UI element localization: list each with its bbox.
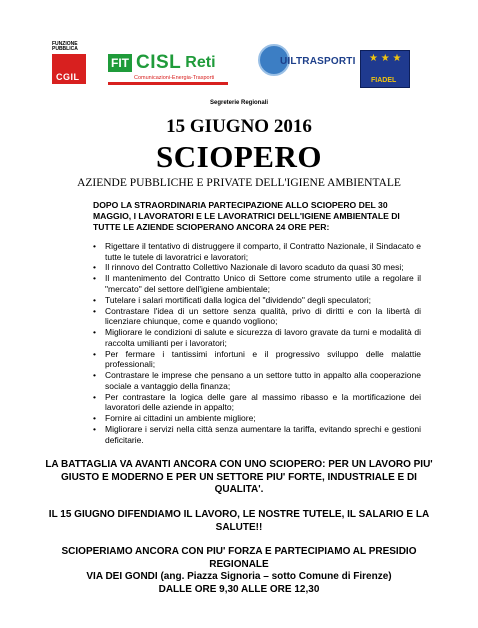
list-item: • Migliorare le condizioni di salute e sicurezza di lavoro gravate da turni e modalità di raccolta umilianti per i lavoratori; bbox=[93, 327, 421, 348]
cgil-logo-text: CGIL bbox=[56, 72, 80, 82]
intro-paragraph: DOPO LA STRAORDINARIA PARTECIPAZIONE ALLO SCIOPERO DEL 30 MAGGIO, I LAVORATORI E LE LAVORATRICI DELL'IGIENE AMBIENTALE DI TUTTE LE AZIENDE SCIOPERANO ANCORA 24 ORE PER: bbox=[93, 200, 400, 232]
list-item: • Per fermare i tantissimi infortuni e il progressivo sviluppo delle malattie professionali; bbox=[93, 349, 421, 370]
list-item: • Migliorare i servizi nella città senza aumentare la tariffa, evitando sprechi e gestioni deficitarie. bbox=[93, 424, 421, 445]
cgil-logo bbox=[52, 42, 94, 84]
page-subtitle: AZIENDE PUBBLICHE E PRIVATE DELL'IGIENE AMBIENTALE bbox=[77, 177, 401, 189]
presidio-time: DALLE ORE 9,30 ALLE ORE 12,30 bbox=[158, 583, 320, 595]
list-item: • Tutelare i salari mortificati dalla logica del "dividendo" degli speculatori; bbox=[93, 295, 421, 306]
difendiamo-statement: IL 15 GIUGNO DIFENDIAMO IL LAVORO, LE NOSTRE TUTELE, IL SALARIO E LA SALUTE!! bbox=[48, 509, 430, 533]
uiltrasporti-logo bbox=[258, 44, 358, 78]
list-item: • Contrastare l'idea di un settore senza qualità, privo di diritti e con la libertà di licenziare chiunque, come e quando vogliono; bbox=[93, 306, 421, 327]
strike-date: 15 GIUGNO 2016 bbox=[166, 116, 312, 137]
page-title: SCIOPERO bbox=[156, 139, 322, 174]
list-item: • Rigettare il tentativo di distruggere il comparto, il Contratto Nazionale, il Sindacato e tutte le tutele di lavoratrici e lavoratori; bbox=[93, 241, 421, 262]
list-item: • Il mantenimento del Contratto Unico di Settore come strumento utile a regolare il "mercato" del settore dell'igiene ambientale; bbox=[93, 273, 421, 294]
fit-cisl-subtitle: Comunicazioni-Energia-Trasporti bbox=[134, 75, 215, 81]
cisl-logo-text: CISL bbox=[136, 52, 182, 73]
cgil-logo-mark bbox=[52, 54, 86, 84]
list-item: • Fornire ai cittadini un ambiente migliore; bbox=[93, 413, 421, 424]
reti-logo-text: Reti bbox=[185, 54, 216, 71]
cgil-logo-caption: FUNZIONE PUBBLICA bbox=[52, 41, 78, 52]
fit-cisl-bar bbox=[108, 82, 228, 85]
fiadel-logo bbox=[360, 50, 410, 88]
presidio-location: VIA DEI GONDI (ang. Piazza Signoria – sotto Comune di Firenze) bbox=[86, 571, 392, 582]
stars-icon: ★ ★ ★ bbox=[369, 53, 402, 64]
list-item: • Il rinnovo del Contratto Collettivo Nazionale di lavoro scaduto da quasi 30 mesi; bbox=[93, 262, 421, 273]
logo-bar bbox=[0, 38, 478, 98]
presidio-line: SCIOPERIAMO ANCORA CON PIU' FORZA E PARTECIPIAMO AL PRESIDIO REGIONALE bbox=[61, 546, 417, 570]
fiadel-logo-text: FIADEL bbox=[371, 77, 397, 84]
segreterie-label: Segreterie Regionali bbox=[209, 100, 269, 106]
uiltrasporti-logo-text: UILTRASPORTI bbox=[280, 56, 356, 67]
fit-logo-text: FIT bbox=[108, 54, 132, 72]
battaglia-statement: LA BATTAGLIA VA AVANTI ANCORA CON UNO SCIOPERO: PER UN LAVORO PIU' GIUSTO E MODERNO E PER UN SETTORE PIU' FORTE, INDUSTRIALE E DI QUALITA'. bbox=[45, 459, 433, 495]
list-item: • Per contrastare la logica delle gare al massimo ribasso e la mortificazione dei lavoratori delle aziende in appalto; bbox=[93, 392, 421, 413]
presidio-block bbox=[40, 546, 438, 596]
demands-list bbox=[93, 241, 421, 446]
fit-cisl-reti-logo bbox=[108, 52, 238, 85]
list-item: • Contrastare le imprese che pensano a un settore tutto in appalto alla cooperazione sociale a vantaggio della finanza; bbox=[93, 370, 421, 391]
